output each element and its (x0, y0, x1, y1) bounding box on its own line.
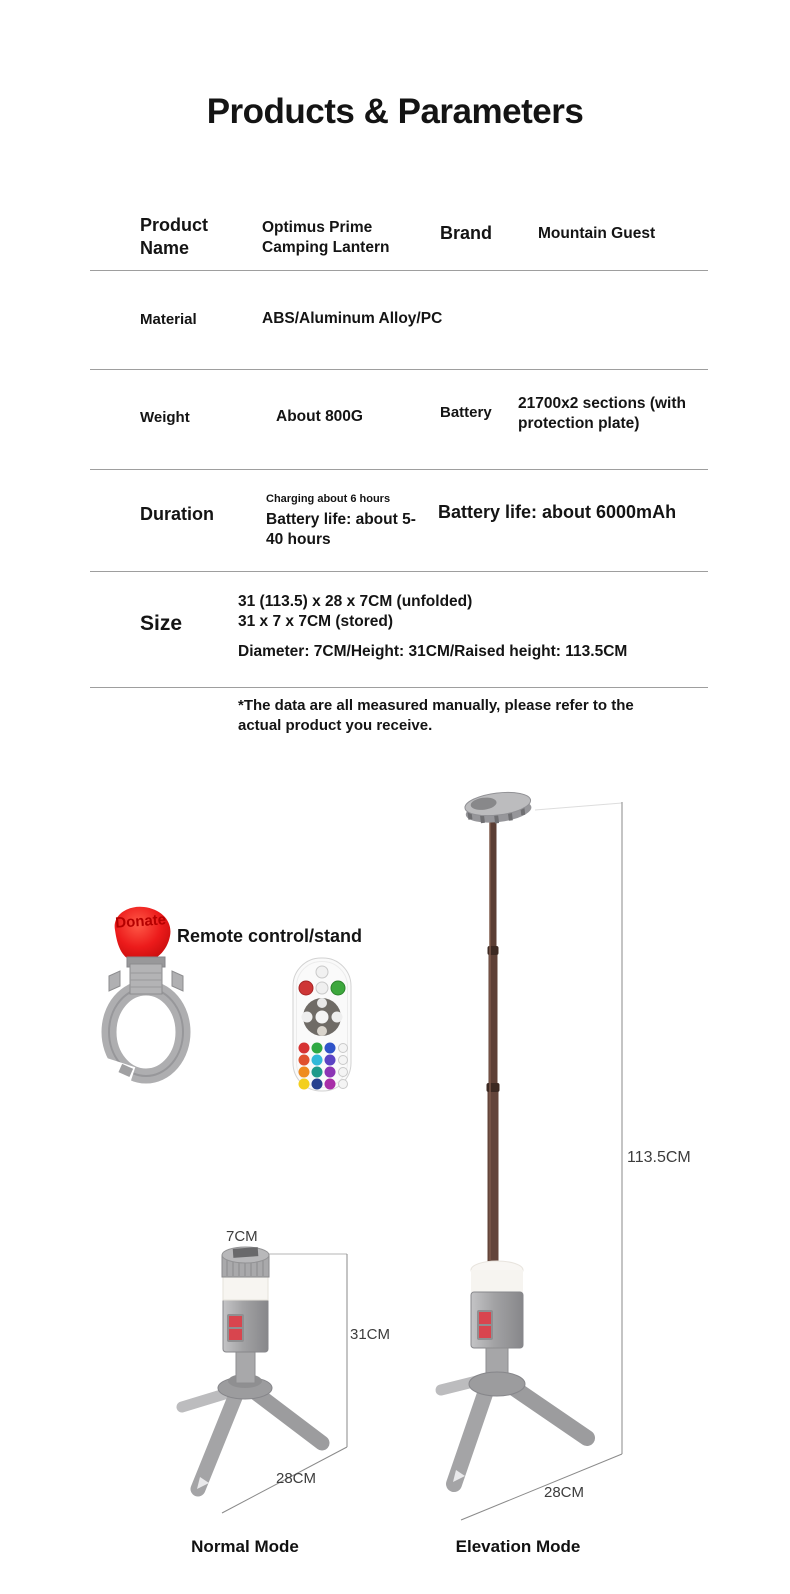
spec-row-product-name (90, 200, 708, 271)
size-line-2: 31 x 7 x 7CM (stored) (238, 613, 394, 630)
spec-row-material (90, 271, 708, 370)
row-label-2: Brand (440, 223, 493, 243)
row-small-note: Charging about 6 hours (266, 493, 391, 505)
dim-label-31cm: 31CM (350, 1326, 391, 1343)
dim-label-7cm: 7CM (226, 1228, 258, 1245)
stand-clamp-image (96, 956, 196, 1088)
remote-control-image (290, 956, 354, 1094)
spec-row-duration (90, 470, 708, 572)
spec-footnote-row (90, 688, 708, 750)
row-value: Optimus Prime Camping Lantern (262, 219, 390, 256)
dim-label-28cm-normal: 28CM (276, 1470, 317, 1487)
normal-mode-figure (140, 1195, 390, 1525)
row-label: Duration (140, 504, 214, 524)
row-value: About 800G (276, 408, 363, 425)
size-line-1: 31 (113.5) x 28 x 7CM (unfolded) (238, 593, 473, 610)
row-value-2: Battery life: about 6000mAh (438, 502, 677, 522)
row-value-2: Mountain Guest (538, 225, 656, 242)
lamp-head-icon (464, 789, 533, 827)
elevation-mode-label: Elevation Mode (455, 1537, 581, 1556)
remote-icon (290, 956, 354, 1094)
spec-table (90, 200, 708, 750)
footnote: *The data are all measured manually, please refer to the actual product you receive. (238, 697, 634, 734)
row-label: Size (140, 612, 183, 635)
clamp-icon (96, 956, 196, 1088)
row-value: ABS/Aluminum Alloy/PC (262, 310, 443, 327)
donate-badge-text: Donate (114, 911, 167, 932)
spec-row-weight-battery (90, 370, 708, 470)
normal-mode-label: Normal Mode (191, 1537, 299, 1556)
spec-row-size (90, 572, 708, 688)
row-label: Weight (140, 409, 190, 426)
dim-label-113cm: 113.5CM (627, 1149, 691, 1166)
row-label: Material (140, 311, 197, 328)
size-line-3: Diameter: 7CM/Height: 31CM/Raised height: 113.5CM (238, 643, 628, 660)
dim-label-28cm-elevation: 28CM (544, 1484, 585, 1501)
row-value-2: 21700x2 sections (with protection plate) (518, 395, 686, 432)
accessory-title: Remote control/stand (177, 926, 363, 946)
lantern-tripod-illustration (140, 1195, 390, 1525)
row-label: Product Name (140, 215, 209, 259)
page-title: Products & Parameters (206, 92, 584, 131)
row-label-2: Battery (440, 404, 492, 421)
row-value: Battery life: about 5-40 hours (266, 511, 416, 548)
